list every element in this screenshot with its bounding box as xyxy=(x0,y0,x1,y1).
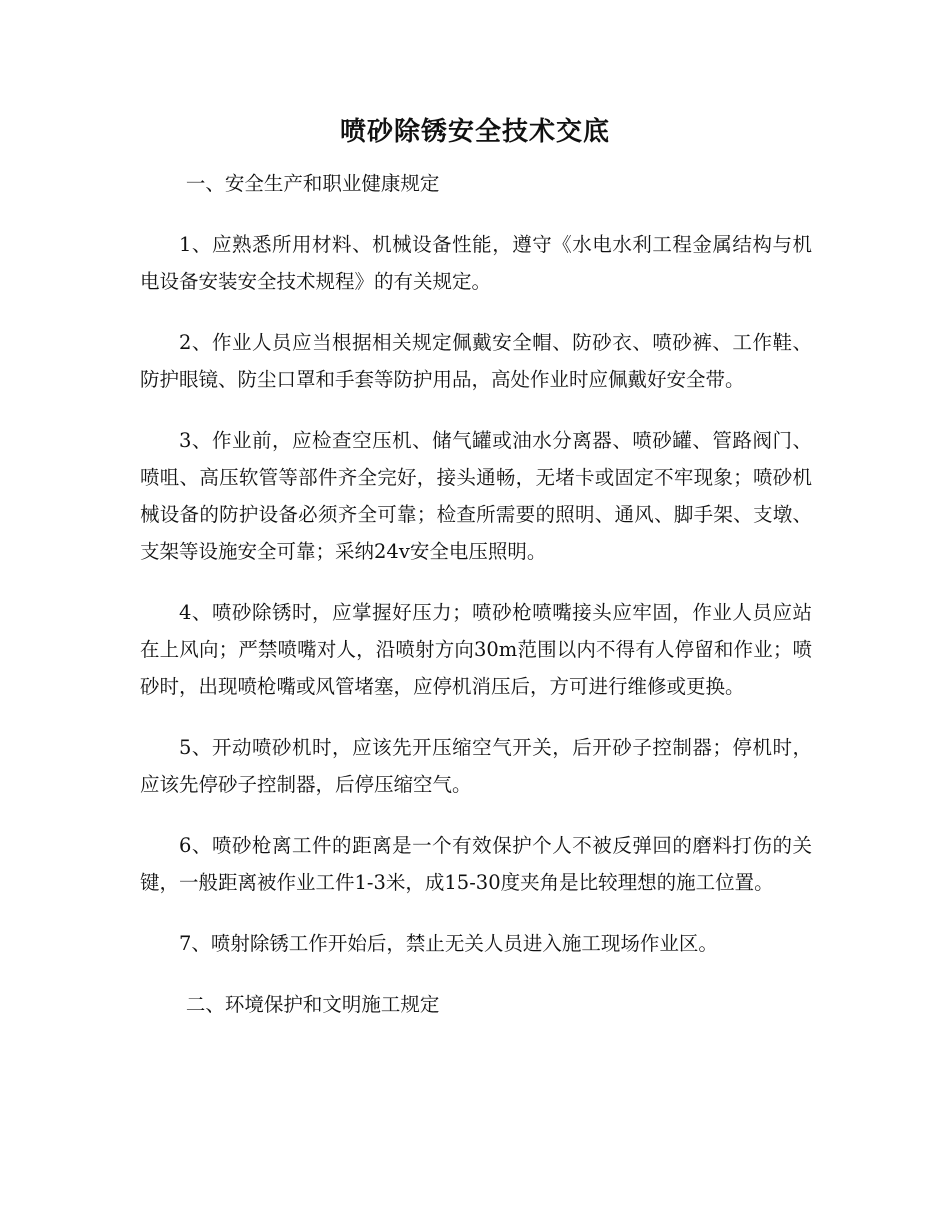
document-body xyxy=(140,165,812,1047)
document-title: 喷砂除锈安全技术交底 xyxy=(339,117,610,147)
paragraph-item-4: 4、喷砂除锈时，应掌握好压力；喷砂枪喷嘴接头应牢固，作业人员应站在上风向；严禁喷嘴对人，沿喷射方向30m范围以内不得有人停留和作业；喷砂时，出现喷枪嘴或风管堵塞，应停机消压后，方可进行维修或更换。 xyxy=(140,601,812,698)
paragraph-item-6: 6、喷砂枪离工件的距离是一个有效保护个人不被反弹回的磨料打伤的关键，一般距离被作业工件1-3米，成15-30度夹角是比较理想的施工位置。 xyxy=(140,834,812,894)
section-heading-safety: 一、安全生产和职业健康规定 xyxy=(185,172,440,195)
paragraph-item-5: 5、开动喷砂机时，应该先开压缩空气开关，后开砂子控制器；停机时，应该先停砂子控制器，后停压缩空气。 xyxy=(140,736,812,796)
paragraph-item-2: 2、作业人员应当根据相关规定佩戴安全帽、防砂衣、喷砂裤、工作鞋、防护眼镜、防尘口罩和手套等防护用品，高处作业时应佩戴好安全带。 xyxy=(140,331,812,391)
paragraph-item-7: 7、喷射除锈工作开始后，禁止无关人员进入施工现场作业区。 xyxy=(179,932,718,955)
section-heading-environment: 二、环境保护和文明施工规定 xyxy=(185,993,440,1016)
paragraph-item-1: 1、应熟悉所用材料、机械设备性能，遵守《水电水利工程金属结构与机电设备安装安全技术规程》的有关规定。 xyxy=(140,233,812,293)
paragraph-item-3: 3、作业前，应检查空压机、储气罐或油水分离器、喷砂罐、管路阀门、喷咀、高压软管等部件齐全完好，接头通畅，无堵卡或固定不牢现象；喷砂机械设备的防护设备必须齐全可靠；检查所需要的照明、通风、脚手架、支墩、支架等设施安全可靠；采纳24v安全电压照明。 xyxy=(140,429,812,563)
